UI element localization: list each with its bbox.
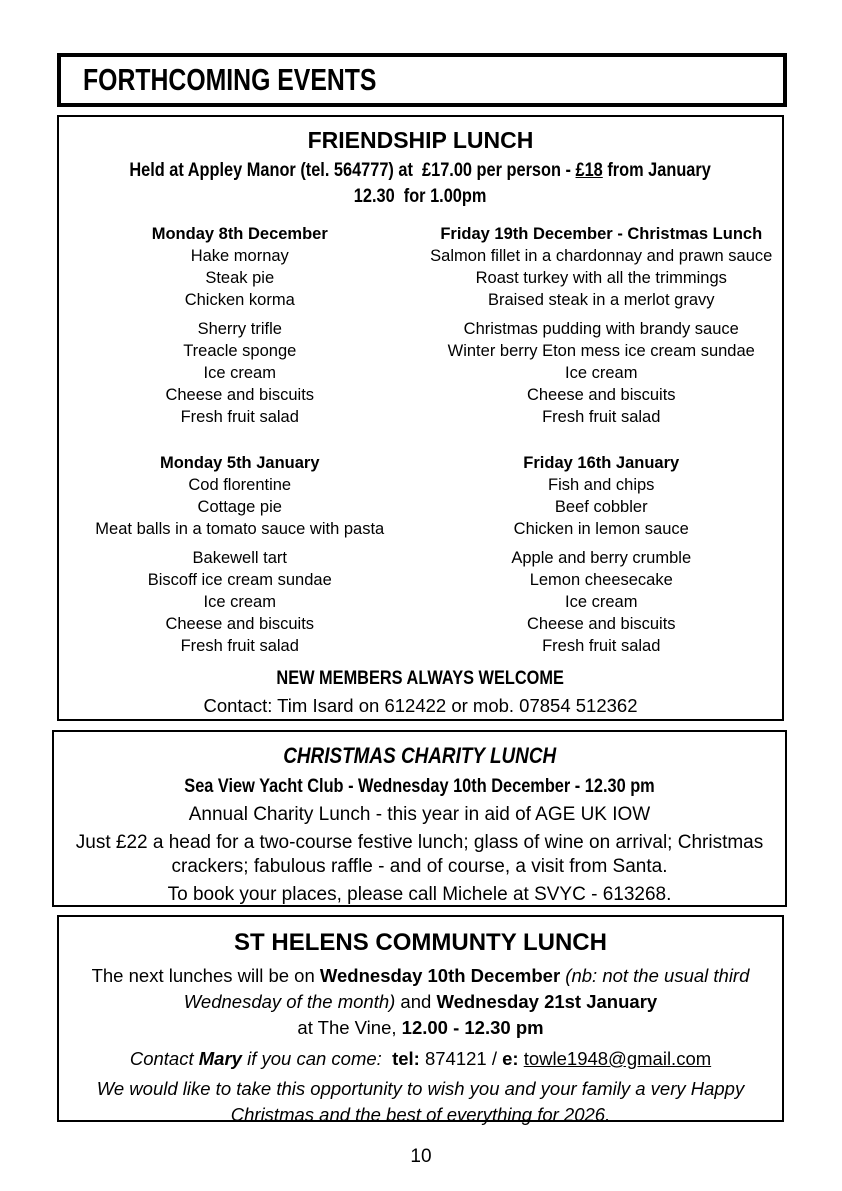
menu-item: Sherry trifle [197,320,282,338]
menu-date: Friday 16th January [523,454,680,472]
menu-item: Ice cream [565,593,638,611]
menu-item: Winter berry Eton mess ice cream sundae [447,342,755,360]
page-title: FORTHCOMING EVENTS [83,62,377,97]
menu-block-16th-january [421,452,783,657]
dessert-group [67,547,413,657]
charity-venue-date: Sea View Yacht Club - Wednesday 10th December - 12.30 pm [184,776,655,797]
menu-grid [59,223,782,657]
menu-item: Biscoff ice cream sundae [147,571,332,589]
christmas-charity-lunch-section [52,730,787,907]
friendship-subtitle: Held at Appley Manor (tel. 564777) at £17.00 per person - £18 from January [129,160,712,181]
friendship-lunch-section [57,115,784,721]
menu-item: Ice cream [565,364,638,382]
charity-description: Annual Charity Lunch - this year in aid of AGE UK IOW [188,804,651,825]
forthcoming-events-banner [57,53,787,107]
menu-item: Steak pie [205,269,275,287]
menu-item: Fresh fruit salad [180,408,299,426]
st-helens-contact: Contact Mary if you can come: tel: 874121 / e: towle1948@gmail.com [129,1048,712,1069]
dessert-group [67,318,413,428]
page-number: 10 [410,1146,432,1167]
menu-date: Monday 8th December [151,225,328,243]
dessert-group [429,547,775,657]
menu-item: Salmon fillet in a chardonnay and prawn sauce [430,247,773,265]
menu-item: Fresh fruit salad [542,637,661,655]
email-link[interactable]: towle1948@gmail.com [523,1048,712,1069]
menu-item: Hake mornay [190,247,289,265]
friendship-contact: Contact: Tim Isard on 612422 or mob. 07854 512362 [203,695,638,716]
menu-item: Christmas pudding with brandy sauce [463,320,739,338]
menu-item: Ice cream [203,364,276,382]
new-members-note: NEW MEMBERS ALWAYS WELCOME [276,668,565,689]
menu-item: Fresh fruit salad [542,408,661,426]
menu-item: Chicken korma [184,291,295,309]
menu-item: Cheese and biscuits [526,386,676,404]
menu-item: Meat balls in a tomato sauce with pasta [95,520,385,538]
menu-item: Cottage pie [197,498,282,516]
menu-item: Cheese and biscuits [526,615,676,633]
menu-item: Cheese and biscuits [165,615,315,633]
menu-item: Braised steak in a merlot gravy [487,291,715,309]
charity-details: Just £22 a head for a two-course festive lunch; glass of wine on arrival; Christmas crackers; fabulous raffle - and of course, a visit from Santa. [75,832,764,877]
menu-item: Fresh fruit salad [180,637,299,655]
menu-item: Lemon cheesecake [529,571,673,589]
menu-item: Chicken in lemon sauce [513,520,689,538]
charity-lunch-title: CHRISTMAS CHARITY LUNCH [283,743,556,768]
menu-item: Bakewell tart [192,549,287,567]
menu-item: Treacle sponge [183,342,297,360]
menu-block-5th-january [59,452,421,657]
st-helens-dates: The next lunches will be on Wednesday 10th December (nb: not the usual third Wednesday of the month) and Wednesday 21st January at The Vine, 12.00 - 12.30 pm [91,965,750,1038]
menu-item: Cheese and biscuits [165,386,315,404]
menu-date: Monday 5th January [159,454,320,472]
friendship-time: 12.30 for 1.00pm [354,186,487,207]
menu-date: Friday 19th December - Christmas Lunch [440,225,763,243]
st-helens-title: ST HELENS COMMUNTY LUNCH [234,929,607,956]
menu-block-8th-december [59,223,421,428]
st-helens-community-lunch-section [57,915,784,1125]
menu-block-19th-december [421,223,783,428]
menu-item: Roast turkey with all the trimmings [475,269,727,287]
menu-item: Fish and chips [548,476,655,494]
menu-item: Cod florentine [188,476,292,494]
menu-item: Apple and berry crumble [511,549,692,567]
dessert-group [429,318,775,428]
menu-item: Ice cream [203,593,276,611]
menu-item: Beef cobbler [554,498,648,516]
christmas-wishes: We would like to take this opportunity to wish you and your family a very Happy Christmas and the best of everything for 2026. [96,1078,745,1125]
price-from-january: £18 [575,160,604,181]
charity-booking: To book your places, please call Michele at SVYC - 613268. [167,884,672,905]
friendship-lunch-title: FRIENDSHIP LUNCH [307,127,534,153]
